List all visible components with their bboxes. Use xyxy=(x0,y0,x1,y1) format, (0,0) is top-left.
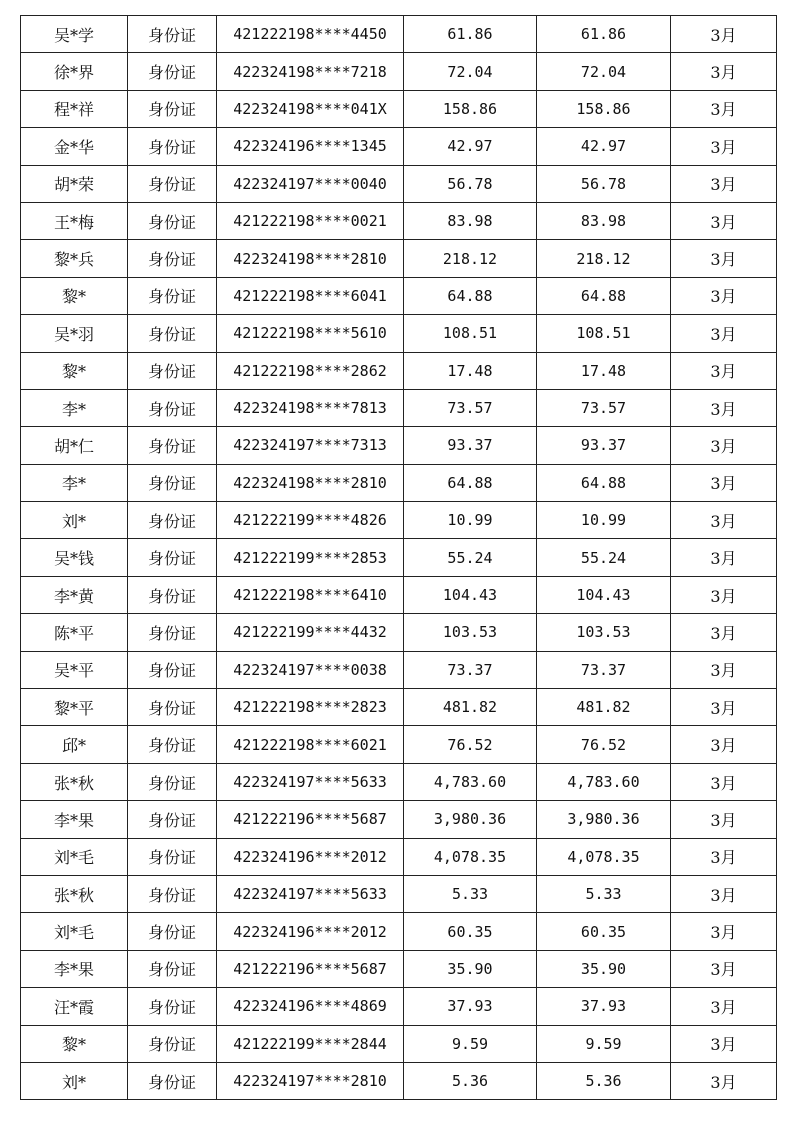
id-type-cell: 身份证 xyxy=(128,1062,217,1099)
table-row xyxy=(21,763,777,800)
amount-cell: 103.53 xyxy=(404,614,537,651)
id-type-cell: 身份证 xyxy=(128,277,217,314)
id-number-cell: 422324198****7218 xyxy=(217,53,404,90)
id-number-cell: 421222198****4450 xyxy=(217,16,404,53)
amount-paid-cell: 10.99 xyxy=(537,502,671,539)
amount-cell: 56.78 xyxy=(404,165,537,202)
id-type-cell: 身份证 xyxy=(128,726,217,763)
amount-cell: 5.36 xyxy=(404,1062,537,1099)
table-row xyxy=(21,875,777,912)
id-type-cell: 身份证 xyxy=(128,240,217,277)
id-type-cell: 身份证 xyxy=(128,389,217,426)
amount-cell: 108.51 xyxy=(404,315,537,352)
table-row xyxy=(21,651,777,688)
id-number-cell: 421222198****2862 xyxy=(217,352,404,389)
id-type-cell: 身份证 xyxy=(128,464,217,501)
amount-paid-cell: 55.24 xyxy=(537,539,671,576)
amount-paid-cell: 103.53 xyxy=(537,614,671,651)
table-row xyxy=(21,315,777,352)
id-type-cell: 身份证 xyxy=(128,90,217,127)
amount-paid-cell: 73.57 xyxy=(537,389,671,426)
month-cell: 3月 xyxy=(671,502,777,539)
name-cell: 邱* xyxy=(21,726,128,763)
id-number-cell: 422324197****0038 xyxy=(217,651,404,688)
amount-cell: 37.93 xyxy=(404,988,537,1025)
id-type-cell: 身份证 xyxy=(128,875,217,912)
amount-cell: 218.12 xyxy=(404,240,537,277)
month-cell: 3月 xyxy=(671,128,777,165)
id-type-cell: 身份证 xyxy=(128,128,217,165)
amount-cell: 10.99 xyxy=(404,502,537,539)
id-type-cell: 身份证 xyxy=(128,16,217,53)
month-cell: 3月 xyxy=(671,913,777,950)
id-number-cell: 422324197****5633 xyxy=(217,763,404,800)
name-cell: 徐*界 xyxy=(21,53,128,90)
amount-paid-cell: 3,980.36 xyxy=(537,801,671,838)
name-cell: 黎* xyxy=(21,277,128,314)
table-row xyxy=(21,988,777,1025)
id-type-cell: 身份证 xyxy=(128,576,217,613)
amount-paid-cell: 108.51 xyxy=(537,315,671,352)
amount-paid-cell: 83.98 xyxy=(537,202,671,239)
month-cell: 3月 xyxy=(671,801,777,838)
name-cell: 李* xyxy=(21,464,128,501)
name-cell: 刘*毛 xyxy=(21,913,128,950)
table-row xyxy=(21,913,777,950)
amount-cell: 17.48 xyxy=(404,352,537,389)
id-number-cell: 421222199****4432 xyxy=(217,614,404,651)
amount-cell: 35.90 xyxy=(404,950,537,987)
amount-paid-cell: 60.35 xyxy=(537,913,671,950)
table-row xyxy=(21,539,777,576)
id-number-cell: 421222198****5610 xyxy=(217,315,404,352)
amount-cell: 3,980.36 xyxy=(404,801,537,838)
name-cell: 李* xyxy=(21,389,128,426)
table-row xyxy=(21,277,777,314)
amount-cell: 5.33 xyxy=(404,875,537,912)
amount-paid-cell: 9.59 xyxy=(537,1025,671,1062)
name-cell: 李*黄 xyxy=(21,576,128,613)
month-cell: 3月 xyxy=(671,315,777,352)
id-type-cell: 身份证 xyxy=(128,763,217,800)
month-cell: 3月 xyxy=(671,202,777,239)
amount-paid-cell: 72.04 xyxy=(537,53,671,90)
month-cell: 3月 xyxy=(671,1062,777,1099)
id-number-cell: 422324198****2810 xyxy=(217,240,404,277)
id-type-cell: 身份证 xyxy=(128,427,217,464)
month-cell: 3月 xyxy=(671,689,777,726)
id-type-cell: 身份证 xyxy=(128,838,217,875)
amount-cell: 4,078.35 xyxy=(404,838,537,875)
id-number-cell: 422324196****2012 xyxy=(217,838,404,875)
id-type-cell: 身份证 xyxy=(128,53,217,90)
table-row xyxy=(21,1025,777,1062)
month-cell: 3月 xyxy=(671,352,777,389)
id-type-cell: 身份证 xyxy=(128,988,217,1025)
amount-cell: 60.35 xyxy=(404,913,537,950)
amount-cell: 104.43 xyxy=(404,576,537,613)
name-cell: 王*梅 xyxy=(21,202,128,239)
id-number-cell: 422324198****2810 xyxy=(217,464,404,501)
amount-cell: 72.04 xyxy=(404,53,537,90)
data-table xyxy=(20,15,777,1100)
id-type-cell: 身份证 xyxy=(128,651,217,688)
id-type-cell: 身份证 xyxy=(128,502,217,539)
amount-paid-cell: 64.88 xyxy=(537,277,671,314)
amount-paid-cell: 42.97 xyxy=(537,128,671,165)
name-cell: 吴*钱 xyxy=(21,539,128,576)
amount-cell: 64.88 xyxy=(404,277,537,314)
id-type-cell: 身份证 xyxy=(128,913,217,950)
id-type-cell: 身份证 xyxy=(128,689,217,726)
name-cell: 吴*羽 xyxy=(21,315,128,352)
id-number-cell: 422324197****7313 xyxy=(217,427,404,464)
table-row xyxy=(21,240,777,277)
id-number-cell: 422324198****041X xyxy=(217,90,404,127)
table-row xyxy=(21,689,777,726)
month-cell: 3月 xyxy=(671,726,777,763)
table-row xyxy=(21,427,777,464)
id-number-cell: 421222198****6021 xyxy=(217,726,404,763)
amount-paid-cell: 4,783.60 xyxy=(537,763,671,800)
amount-cell: 73.37 xyxy=(404,651,537,688)
month-cell: 3月 xyxy=(671,988,777,1025)
name-cell: 黎*兵 xyxy=(21,240,128,277)
id-type-cell: 身份证 xyxy=(128,352,217,389)
amount-paid-cell: 481.82 xyxy=(537,689,671,726)
month-cell: 3月 xyxy=(671,576,777,613)
amount-cell: 42.97 xyxy=(404,128,537,165)
id-number-cell: 422324196****4869 xyxy=(217,988,404,1025)
amount-cell: 83.98 xyxy=(404,202,537,239)
id-number-cell: 421222198****6041 xyxy=(217,277,404,314)
id-type-cell: 身份证 xyxy=(128,202,217,239)
month-cell: 3月 xyxy=(671,614,777,651)
amount-cell: 64.88 xyxy=(404,464,537,501)
name-cell: 吴*学 xyxy=(21,16,128,53)
name-cell: 刘* xyxy=(21,1062,128,1099)
name-cell: 程*祥 xyxy=(21,90,128,127)
id-number-cell: 422324197****5633 xyxy=(217,875,404,912)
id-number-cell: 421222198****6410 xyxy=(217,576,404,613)
amount-cell: 76.52 xyxy=(404,726,537,763)
name-cell: 刘* xyxy=(21,502,128,539)
table-row xyxy=(21,464,777,501)
name-cell: 金*华 xyxy=(21,128,128,165)
table-row xyxy=(21,1062,777,1099)
amount-cell: 55.24 xyxy=(404,539,537,576)
id-number-cell: 421222199****2844 xyxy=(217,1025,404,1062)
month-cell: 3月 xyxy=(671,875,777,912)
month-cell: 3月 xyxy=(671,16,777,53)
name-cell: 胡*荣 xyxy=(21,165,128,202)
name-cell: 黎*平 xyxy=(21,689,128,726)
id-number-cell: 422324197****0040 xyxy=(217,165,404,202)
month-cell: 3月 xyxy=(671,90,777,127)
id-number-cell: 421222196****5687 xyxy=(217,950,404,987)
name-cell: 张*秋 xyxy=(21,875,128,912)
amount-paid-cell: 5.36 xyxy=(537,1062,671,1099)
table-row xyxy=(21,352,777,389)
amount-paid-cell: 93.37 xyxy=(537,427,671,464)
month-cell: 3月 xyxy=(671,539,777,576)
name-cell: 陈*平 xyxy=(21,614,128,651)
amount-paid-cell: 5.33 xyxy=(537,875,671,912)
amount-paid-cell: 218.12 xyxy=(537,240,671,277)
table-row xyxy=(21,128,777,165)
amount-paid-cell: 61.86 xyxy=(537,16,671,53)
month-cell: 3月 xyxy=(671,838,777,875)
month-cell: 3月 xyxy=(671,1025,777,1062)
amount-cell: 158.86 xyxy=(404,90,537,127)
name-cell: 李*果 xyxy=(21,801,128,838)
id-number-cell: 422324196****2012 xyxy=(217,913,404,950)
amount-paid-cell: 73.37 xyxy=(537,651,671,688)
table-row xyxy=(21,53,777,90)
amount-paid-cell: 64.88 xyxy=(537,464,671,501)
table-row xyxy=(21,838,777,875)
table-row xyxy=(21,576,777,613)
month-cell: 3月 xyxy=(671,389,777,426)
month-cell: 3月 xyxy=(671,427,777,464)
id-number-cell: 422324196****1345 xyxy=(217,128,404,165)
amount-cell: 4,783.60 xyxy=(404,763,537,800)
amount-cell: 481.82 xyxy=(404,689,537,726)
amount-cell: 73.57 xyxy=(404,389,537,426)
table-row xyxy=(21,16,777,53)
month-cell: 3月 xyxy=(671,240,777,277)
id-number-cell: 422324198****7813 xyxy=(217,389,404,426)
table-row xyxy=(21,90,777,127)
id-type-cell: 身份证 xyxy=(128,165,217,202)
amount-cell: 93.37 xyxy=(404,427,537,464)
name-cell: 李*果 xyxy=(21,950,128,987)
name-cell: 黎* xyxy=(21,352,128,389)
id-number-cell: 421222199****4826 xyxy=(217,502,404,539)
amount-paid-cell: 35.90 xyxy=(537,950,671,987)
id-type-cell: 身份证 xyxy=(128,614,217,651)
id-number-cell: 422324197****2810 xyxy=(217,1062,404,1099)
name-cell: 汪*霞 xyxy=(21,988,128,1025)
amount-cell: 61.86 xyxy=(404,16,537,53)
month-cell: 3月 xyxy=(671,464,777,501)
id-type-cell: 身份证 xyxy=(128,315,217,352)
table-row xyxy=(21,389,777,426)
amount-paid-cell: 104.43 xyxy=(537,576,671,613)
id-number-cell: 421222198****0021 xyxy=(217,202,404,239)
name-cell: 黎* xyxy=(21,1025,128,1062)
id-type-cell: 身份证 xyxy=(128,950,217,987)
table-row xyxy=(21,950,777,987)
month-cell: 3月 xyxy=(671,53,777,90)
month-cell: 3月 xyxy=(671,165,777,202)
table-row xyxy=(21,614,777,651)
name-cell: 胡*仁 xyxy=(21,427,128,464)
name-cell: 张*秋 xyxy=(21,763,128,800)
table-row xyxy=(21,502,777,539)
amount-paid-cell: 37.93 xyxy=(537,988,671,1025)
name-cell: 刘*毛 xyxy=(21,838,128,875)
id-type-cell: 身份证 xyxy=(128,1025,217,1062)
id-type-cell: 身份证 xyxy=(128,539,217,576)
table-row xyxy=(21,801,777,838)
month-cell: 3月 xyxy=(671,651,777,688)
amount-paid-cell: 56.78 xyxy=(537,165,671,202)
table-body xyxy=(21,16,777,1100)
amount-paid-cell: 17.48 xyxy=(537,352,671,389)
id-number-cell: 421222199****2853 xyxy=(217,539,404,576)
id-type-cell: 身份证 xyxy=(128,801,217,838)
id-number-cell: 421222198****2823 xyxy=(217,689,404,726)
table-row xyxy=(21,726,777,763)
amount-cell: 9.59 xyxy=(404,1025,537,1062)
amount-paid-cell: 76.52 xyxy=(537,726,671,763)
amount-paid-cell: 158.86 xyxy=(537,90,671,127)
id-number-cell: 421222196****5687 xyxy=(217,801,404,838)
table-row xyxy=(21,165,777,202)
table-row xyxy=(21,202,777,239)
month-cell: 3月 xyxy=(671,277,777,314)
name-cell: 吴*平 xyxy=(21,651,128,688)
month-cell: 3月 xyxy=(671,763,777,800)
month-cell: 3月 xyxy=(671,950,777,987)
amount-paid-cell: 4,078.35 xyxy=(537,838,671,875)
